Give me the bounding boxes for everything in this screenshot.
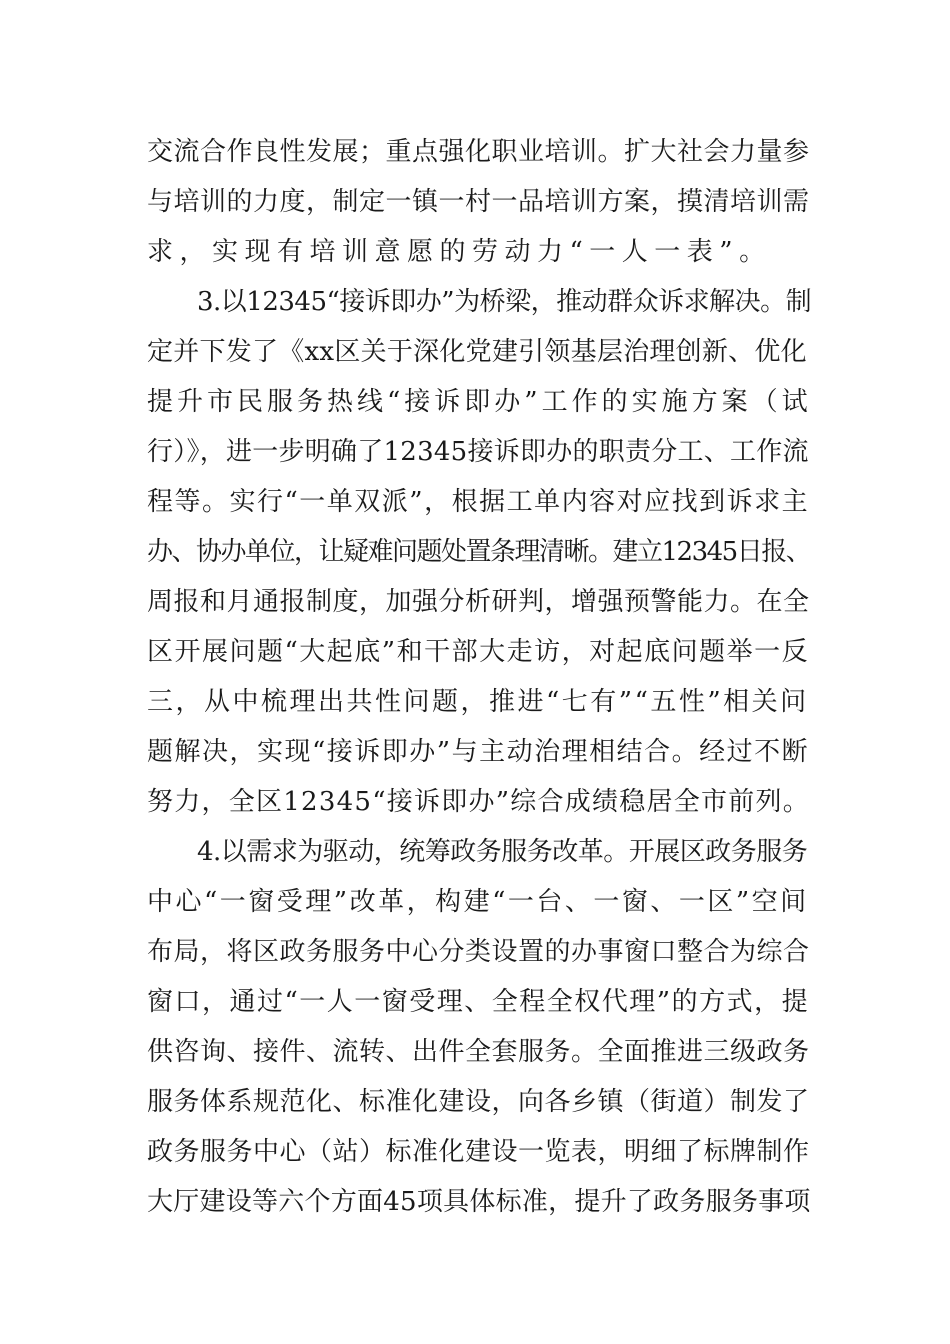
text-line: 求，实现有培训意愿的劳动力“一人一表”。 <box>147 237 772 267</box>
text-line: 窗口，通过“一人一窗受理、全程全权代理”的方式，提 <box>147 987 810 1017</box>
text-line: 政务服务中心（站）标准化建设一览表，明细了标牌制作 <box>147 1137 810 1167</box>
text-line: 与培训的力度，制定一镇一村一品培训方案，摸清培训需 <box>147 187 810 217</box>
text-line: 三，从中梳理出共性问题，推进“七有”“五性”相关问 <box>147 687 809 717</box>
text-line: 题解决，实现“接诉即办”与主动治理相结合。经过不断 <box>147 737 810 767</box>
text-line: 服务体系规范化、标准化建设，向各乡镇（街道）制发了 <box>147 1087 810 1117</box>
text-line: 程等。实行“一单双派”，根据工单内容对应找到诉求主 <box>147 487 810 517</box>
text-line: 供咨询、接件、流转、出件全套服务。全面推进三级政务 <box>147 1037 810 1067</box>
text-line: 努力，全区12345“接诉即办”综合成绩稳居全市前列。 <box>147 787 811 817</box>
text-line: 中心“一窗受理”改革，构建“一台、一窗、一区”空间 <box>147 887 809 917</box>
text-line: 布局，将区政务服务中心分类设置的办事窗口整合为综合 <box>147 937 810 967</box>
text-line: 定并下发了《xx区关于深化党建引领基层治理创新、优化 <box>147 337 807 367</box>
text-line: 区开展问题“大起底”和干部大走访，对起底问题举一反 <box>147 637 810 667</box>
text-line: 办、协办单位，让疑难问题处置条理清晰。建立12345日报、 <box>147 537 811 567</box>
text-line: 周报和月通报制度，加强分析研判，增强预警能力。在全 <box>147 587 810 617</box>
text-line: 行）》，进一步明确了12345接诉即办的职责分工、工作流 <box>147 437 809 467</box>
paragraph-4-start-line: 4.以需求为驱动，统筹政务服务改革。开展区政务服务 <box>197 837 808 867</box>
text-line: 交流合作良性发展；重点强化职业培训。扩大社会力量参 <box>147 137 810 167</box>
text-line: 提升市民服务热线“接诉即办”工作的实施方案（试 <box>147 387 812 417</box>
paragraph-3-start-line: 3.以12345“接诉即办”为桥梁，推动群众诉求解决。制 <box>197 287 812 317</box>
text-line: 大厅建设等六个方面45项具体标准，提升了政务服务事项 <box>147 1187 811 1217</box>
